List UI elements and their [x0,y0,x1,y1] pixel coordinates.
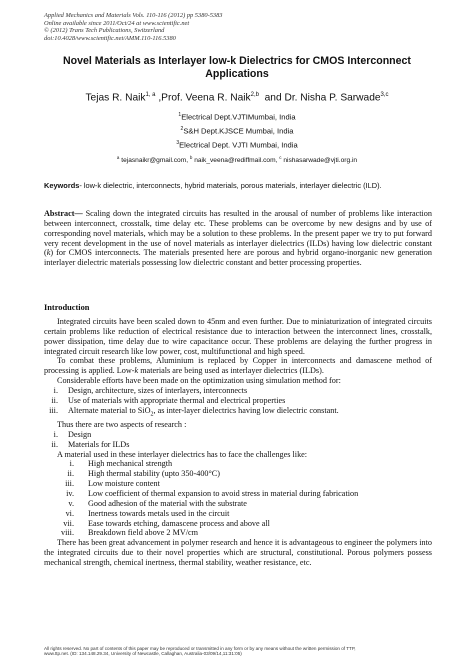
list-item [44,469,432,479]
list-item [44,459,432,469]
research-aspects-list [44,430,432,450]
list-item-number: vii. [63,518,74,528]
list-item [44,440,432,450]
author-3: and Dr. Nisha P. Sarwade [258,92,381,104]
simulation-list [44,386,432,420]
introduction-body [44,317,432,568]
list-item [44,528,432,538]
list-item-number: vi. [65,508,74,518]
affiliation-1 [40,112,434,122]
list-item-number: viii. [61,528,74,538]
list-item-text: Design [68,429,92,439]
list-item-text: High thermal stability (upto 350-400°C) [88,469,220,479]
list-item-text: Materials for ILDs [68,439,130,449]
intro-paragraph-5: A material used in these interlayer dielectrics has to face the challenges like: [57,449,308,459]
affiliation-2 [40,126,434,136]
abstract-text-2: ) for CMOS interconnects. The materials presented here are porous and hybrid organo-inorganic new generation interlayer dielectric materials possessing low dielectric constant and better processing properties. [44,248,432,268]
list-item [44,519,432,529]
challenges-list [44,459,432,538]
paper-title: Novel Materials as Interlayer low-k Dielectrics for CMOS Interconnect Applications [63,55,411,80]
list-item-text: Breakdown field above 2 MV/cm [88,528,199,538]
abstract-k-symbol: k [46,248,51,258]
copyright-line: © (2012) Trans Tech Publications, Switzerland [44,27,165,35]
affiliation-3-text: Electrical Dept. VJTI Mumbai, India [179,140,298,150]
list-item-text: Low moisture content [88,479,160,489]
journal-header [44,12,223,42]
footer-rights: All rights reserved. No part of contents of this paper may be reproduced or transmitted in any form or by any means without the written permission of TTP, [44,646,356,651]
email-c[interactable]: nishasarwade@vjti.org.in [281,157,358,165]
author-line [40,92,434,103]
affiliation-2-text: S&H Dept.KJSCE Mumbai, India [183,126,294,136]
email-b-sup: b [189,155,193,160]
list-item [44,489,432,499]
author-3-sup: 3,c [380,92,389,98]
affiliation-1-text: Electrical Dept.VJTIMumbai, India [181,112,296,122]
section-heading-introduction: Introduction [44,303,90,312]
author-1: Tejas R. Naik [85,92,146,104]
list-item-number: ii. [51,395,58,405]
abstract [44,209,432,268]
keywords [44,181,434,191]
list-item-text: Inertness towards metals used in the circuit [88,508,230,518]
intro-paragraph-4: Thus there are two aspects of research : [57,420,187,430]
list-item-number: iii. [65,479,74,489]
author-emails [40,155,434,164]
list-item-text: Design, architecture, sizes of interlayers, interconnects [68,385,248,395]
affiliation-1-sup: 1 [178,112,182,118]
intro-k-symbol: k [134,366,139,376]
abstract-label: Abstract— [44,209,83,218]
intro-paragraph-3: Considerable efforts have been made on the optimization using simulation method for: [57,376,341,386]
list-item-number: v. [68,498,74,508]
intro-paragraph-2-part-1: To combat these problems, Aluminium is replaced by Copper in interconnects and damascene method of processing is applied. Low- [44,356,432,376]
online-availability: Online available since 2011/Oct/24 at www.scientific.net [44,19,190,27]
list-item [44,430,432,440]
abstract-text-1: Scaling down the integrated circuits has resulted in the arousal of number of problems like interaction between interconnect, crosstalk, time delay etc. These problems can be overcome by new designs and by use of corresponding novel materials, which may be a solution to these problems. In the present paper we try to put forward very recent development in the use of novel materials as interlayer dielectrics (ILDs) having low dielectric constant ( [44,209,432,258]
list-item-text: Ease towards etching, damascene process and above all [88,518,270,528]
list-item-subscript: 2 [150,411,154,418]
list-item-number: i. [69,459,74,469]
intro-paragraph-2 [44,356,432,376]
list-item [44,509,432,519]
list-item-number: i. [53,429,58,439]
email-a-sup: a [116,155,120,160]
list-item [44,479,432,489]
intro-paragraph-2-part-2: materials are being used as interlayer dielectrics (ILDs). [138,366,324,376]
list-item-number: i. [53,385,58,395]
list-item-text-after: , as inter-layer dielectrics having low dielectric constant. [153,405,339,415]
footer-download-info: www.ttp.net. (ID: 134.148.29.34, University of Newcastle, Callaghan, Australia-03/09/14,11:31:05) [44,651,242,657]
author-2: ,Prof. Veena R. Naik [155,92,251,104]
list-item-number: ii. [67,469,74,479]
email-a[interactable]: tejasnaikr@gmail.com, [119,157,189,165]
list-item-text: Good adhesion of the material with the substrate [88,498,247,508]
doi-line: doi:10.4028/www.scientific.net/AMM.110-116.5380 [44,34,176,42]
list-item [44,406,432,420]
intro-paragraph-1: Integrated circuits have been scaled down to 45nm and even further. Due to miniaturization of integrated circuits certain problems like reduction of electrical resistance due to interaction between the interconnect lines, crosstalk, power dissipation, time delay due to wire capacitance occur. These problems are delaying the further progress in integrated circuit research like low power, cost, multifunctional and high speed. [44,317,432,356]
list-item-text: Use of materials with appropriate thermal and electrical properties [68,395,286,405]
list-item [44,396,432,406]
keywords-text: - low-k dielectric, interconnects, hybrid materials, porous materials, interlayer dielectric (ILD). [79,181,382,190]
list-item [44,499,432,509]
email-c-sup: c [279,155,282,160]
page-footer [44,646,434,657]
author-2-sup: 2,b [250,92,259,98]
affiliation-2-sup: 2 [180,126,184,132]
list-item-number: iv. [66,488,74,498]
list-item-number: ii. [51,439,58,449]
list-item-text: Low coefficient of thermal expansion to avoid stress in material during fabrication [88,488,359,498]
list-item [44,386,432,396]
email-b[interactable]: naik_veena@rediffmail.com, [192,157,278,165]
journal-citation: Applied Mechanics and Materials Vols. 110-116 (2012) pp 5380-5383 [44,12,223,19]
keywords-label: Keywords [44,181,80,190]
affiliation-3-sup: 3 [176,140,180,146]
intro-paragraph-6: There has been great advancement in polymer research and hence it is advantageous to engineer the polymers into the integrated circuits due to their novel properties which are structural, constitutional. Porous polymers possess mechanical strength, chemical inertness, thermal stability, weather resistance, etc. [44,538,432,567]
author-1-sup: 1, a [145,92,156,98]
list-item-number: iii. [49,405,58,415]
affiliation-3 [40,140,434,150]
list-item-text: High mechanical strength [88,459,173,469]
list-item-text: Alternate material to SiO [68,405,151,415]
